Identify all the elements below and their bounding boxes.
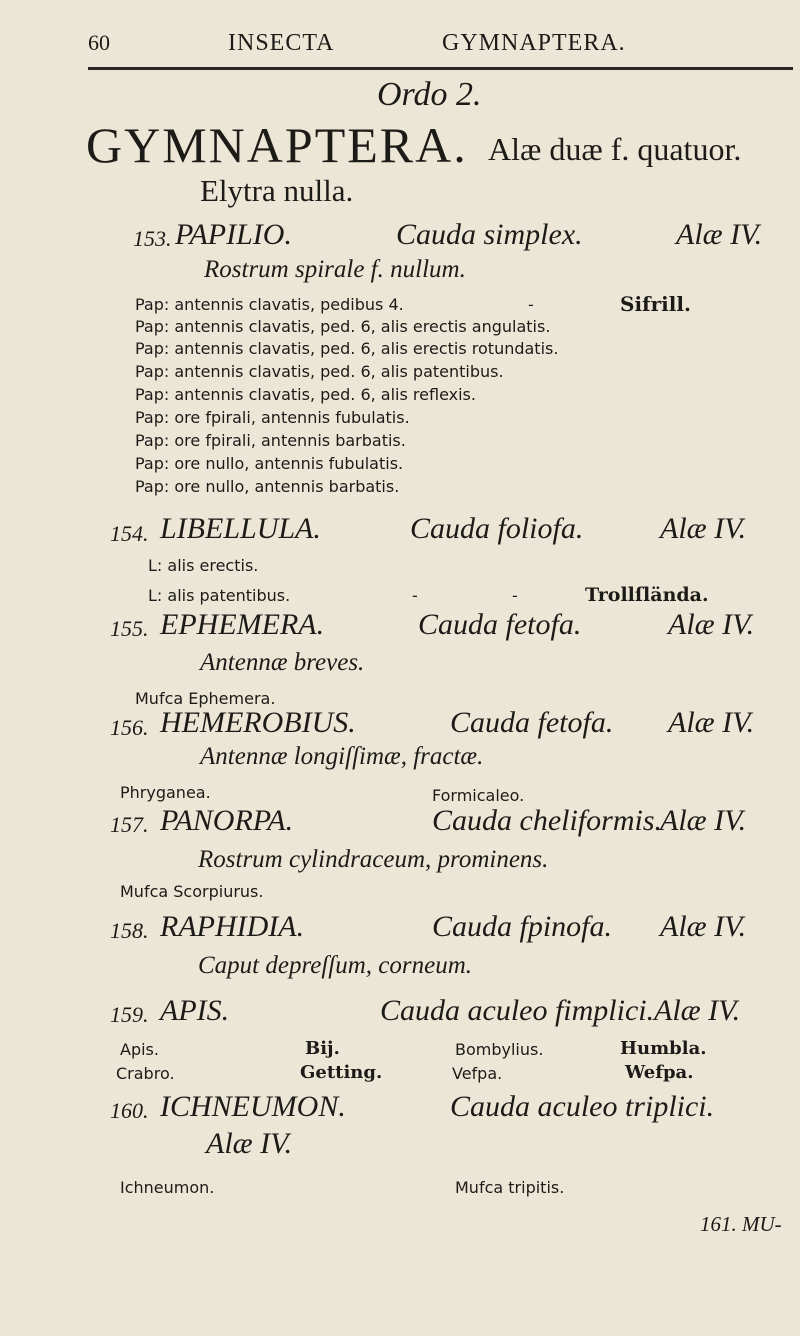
vernacular-name: Wefpa.: [625, 1062, 694, 1083]
ordo-heading: Ordo 2.: [377, 76, 482, 113]
vernacular-name: Sifrill.: [620, 292, 691, 316]
genus-number: 153.: [133, 226, 172, 251]
genus-wings: Alæ IV.: [206, 1127, 293, 1160]
genus-subcharacter: Caput depreſſum, corneum.: [198, 952, 473, 979]
genus-character: Cauda fpinofa.: [432, 910, 613, 943]
genus-character: Cauda fetofa.: [418, 608, 582, 641]
species-line: Ichneumon.: [120, 1178, 215, 1197]
vernacular-name: Bij.: [305, 1038, 340, 1059]
genus-number: 158.: [110, 918, 149, 943]
dash: -: [512, 586, 518, 605]
genus-wings: Alæ IV.: [660, 804, 747, 837]
genus-name: LIBELLULA.: [160, 512, 321, 545]
species-line: Mufca Scorpiurus.: [120, 882, 264, 901]
genus-name: APIS.: [160, 994, 230, 1027]
genus-name: EPHEMERA.: [160, 608, 325, 641]
catchword: 161. MU-: [700, 1212, 782, 1236]
species-line: Pap: ore nullo, antennis fubulatis.: [135, 454, 404, 473]
genus-number: 154.: [110, 521, 149, 546]
species-line: Phryganea.: [120, 783, 211, 802]
genus-name: HEMEROBIUS.: [160, 706, 356, 739]
genus-name: RAPHIDIA.: [160, 910, 305, 943]
genus-subcharacter: Antennæ longiſſimæ, fractæ.: [200, 743, 484, 770]
genus-character: Cauda aculeo triplici.: [450, 1090, 715, 1123]
species-line: Mufca Ephemera.: [135, 689, 276, 708]
species-line: L: alis erectis.: [148, 556, 259, 575]
genus-number: 160.: [110, 1098, 149, 1123]
species-line: Formicaleo.: [432, 786, 525, 805]
species-line: Bombylius.: [455, 1040, 544, 1059]
genus-subcharacter: Rostrum cylindraceum, prominens.: [198, 846, 549, 873]
species-line: Pap: antennis clavatis, pedibus 4.: [135, 295, 404, 314]
genus-subcharacter: Rostrum spirale f. nullum.: [204, 256, 466, 283]
genus-character: Cauda foliofa.: [410, 512, 584, 545]
genus-wings: Alæ IV.: [660, 512, 747, 545]
species-line: L: alis patentibus.: [148, 586, 291, 605]
genus-name: PAPILIO.: [175, 218, 292, 251]
order-title: GYMNAPTERA.: [86, 117, 468, 173]
vernacular-name: Getting.: [300, 1062, 383, 1083]
species-line: Pap: antennis clavatis, ped. 6, alis reflexis.: [135, 385, 476, 404]
genus-character: Cauda cheliformis.: [432, 804, 662, 837]
running-head-subsection: GYMNAPTERA.: [442, 30, 626, 56]
species-line: Pap: ore fpirali, antennis fubulatis.: [135, 408, 410, 427]
genus-number: 159.: [110, 1002, 149, 1027]
genus-character: Cauda aculeo fimplici.: [380, 994, 655, 1027]
genus-wings: Alæ IV.: [668, 706, 755, 739]
genus-number: 155.: [110, 616, 149, 641]
genus-character: Cauda simplex.: [396, 218, 583, 251]
elytra-note: Elytra nulla.: [200, 173, 354, 208]
page-number: 60: [88, 30, 110, 55]
genus-wings: Alæ IV.: [668, 608, 755, 641]
species-line: Vefpa.: [452, 1064, 503, 1083]
dash: -: [528, 295, 534, 314]
header-rule: [88, 67, 793, 70]
species-line: Mufca tripitis.: [455, 1178, 565, 1197]
genus-name: PANORPA.: [160, 804, 294, 837]
species-line: Apis.: [120, 1040, 159, 1059]
genus-subcharacter: Antennæ breves.: [200, 649, 365, 676]
genus-wings: Alæ IV.: [660, 910, 747, 943]
running-head-section: INSECTA: [228, 30, 335, 56]
species-line: Pap: antennis clavatis, ped. 6, alis patentibus.: [135, 362, 504, 381]
order-title-note: Alæ duæ f. quatuor.: [488, 131, 742, 167]
genus-number: 156.: [110, 715, 149, 740]
species-line: Crabro.: [116, 1064, 175, 1083]
genus-wings: Alæ IV.: [654, 994, 741, 1027]
genus-character: Cauda fetofa.: [450, 706, 614, 739]
genus-wings: Alæ IV.: [676, 218, 763, 251]
species-line: Pap: ore fpirali, antennis barbatis.: [135, 431, 406, 450]
species-line: Pap: antennis clavatis, ped. 6, alis erectis angulatis.: [135, 317, 551, 336]
vernacular-name: Humbla.: [620, 1038, 707, 1059]
genus-number: 157.: [110, 812, 149, 837]
species-line: Pap: ore nullo, antennis barbatis.: [135, 477, 400, 496]
species-line: Pap: antennis clavatis, ped. 6, alis erectis rotundatis.: [135, 339, 559, 358]
vernacular-name: Trollſlända.: [585, 584, 709, 606]
dash: -: [412, 586, 418, 605]
genus-name: ICHNEUMON.: [160, 1090, 346, 1123]
